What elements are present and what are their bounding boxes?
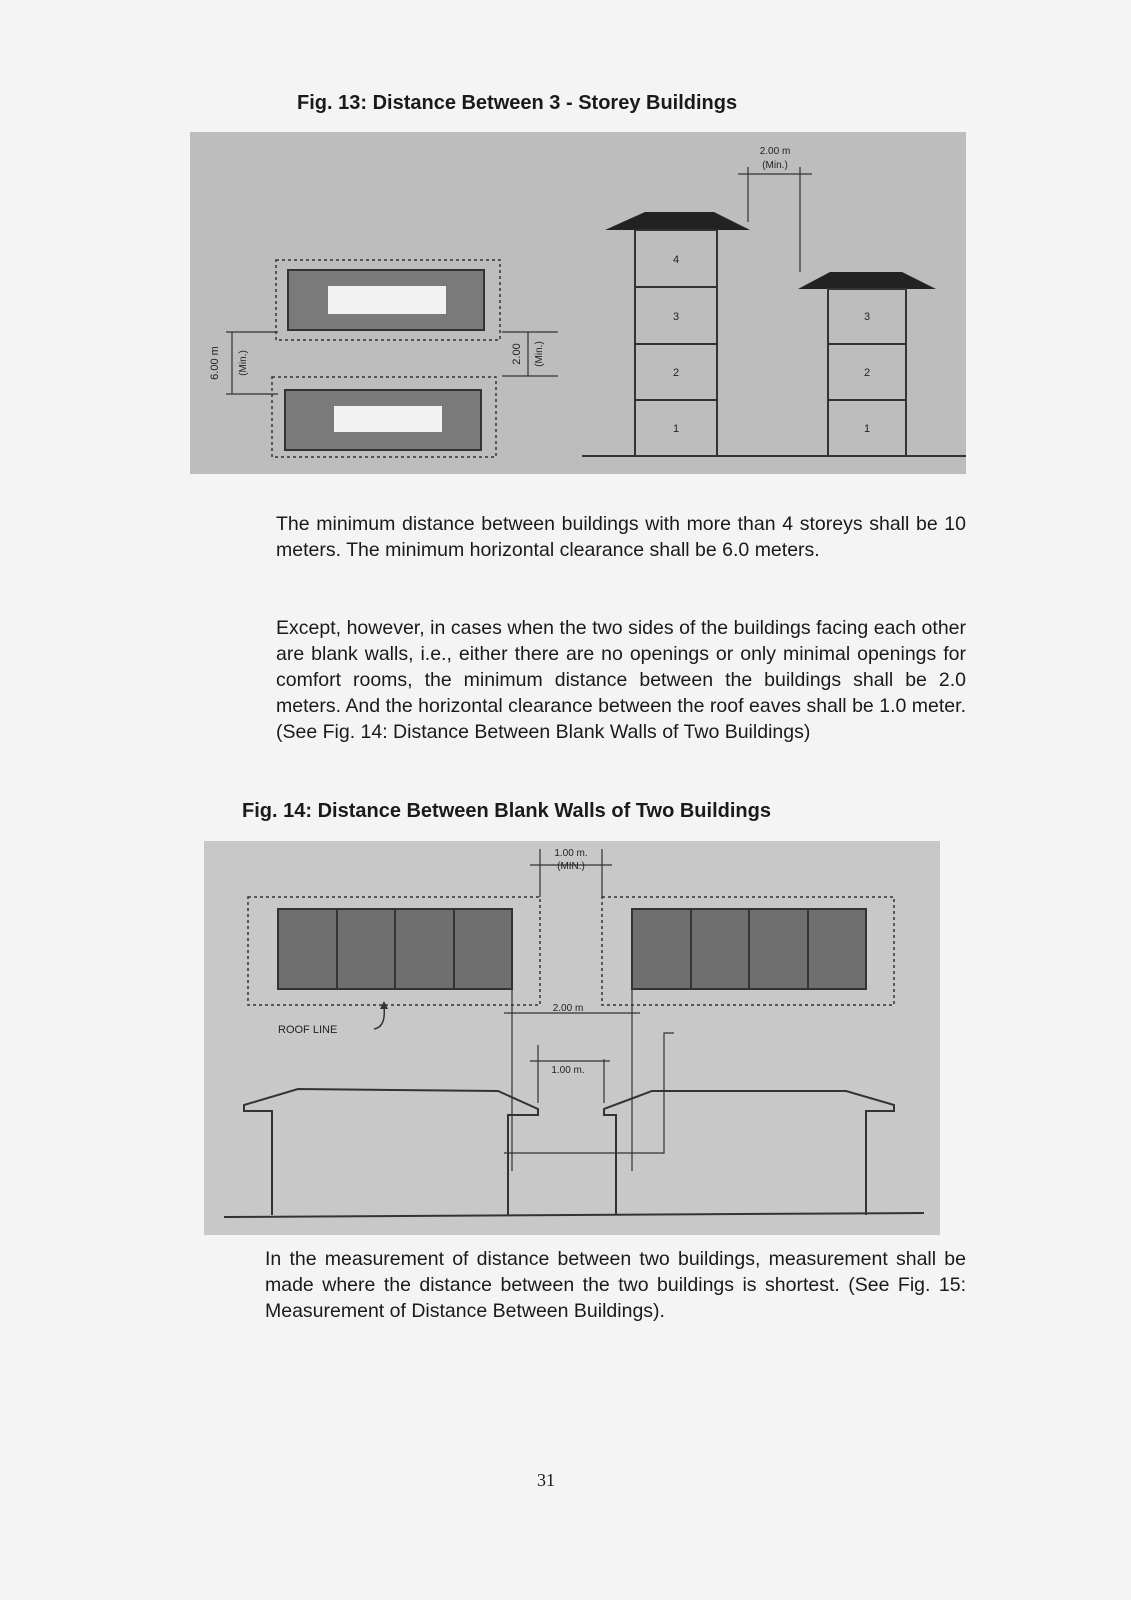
paragraph-3: In the measurement of distance between two buildings, measurement shall be made where the distance between the two buildings is shortest. (See Fig. 15: Measurement of Distance Between Buildings). [265, 1248, 966, 1322]
fig14-eave-dim-value: 1.00 m. [551, 1065, 585, 1076]
elevation-top-dim-min: (Min.) [762, 160, 788, 171]
short-floor-label: 3 [863, 311, 871, 323]
fig14-background [204, 841, 940, 1235]
elevation-top-dim-value: 2.00 m [759, 146, 791, 157]
plan-left-dim-min: (Min.) [238, 350, 249, 376]
short-floor-label: 2 [863, 367, 871, 379]
paragraph-2: Except, however, in cases when the two sides of the buildings facing each other are blank walls, i.e., either there are no openings or only minimal openings for comfort rooms, the minimum distance between the buildings shall be 2.0 meters. And the horizontal clearance between the roof eaves shall be 1.0 meter. (See Fig. 14: Distance Between Blank Walls of Two Buildings) [276, 617, 966, 743]
fig14-title: Fig. 14: Distance Between Blank Walls of Two Buildings [242, 800, 771, 822]
fig13-diagram [190, 132, 966, 474]
fig14-top-dim-min: (MIN.) [557, 861, 585, 872]
short-floor-label: 1 [863, 423, 871, 435]
plan-bottom-court [334, 406, 442, 432]
tall-floor-label: 3 [672, 311, 680, 323]
tall-floor-label: 1 [672, 423, 680, 435]
paragraph-1: The minimum distance between buildings with more than 4 storeys shall be 10 meters. The minimum horizontal clearance shall be 6.0 meters. [276, 513, 966, 561]
plan-left-dim-value: 6.00 m [209, 346, 221, 380]
roof-line-label: ROOF LINE [278, 1024, 338, 1036]
tall-floor-label: 4 [672, 254, 680, 266]
plan-top-court [328, 286, 446, 314]
fig14-diagram [204, 841, 940, 1235]
plan-right-dim-min: (Min.) [534, 341, 545, 367]
page-number: 31 [537, 1470, 555, 1490]
tall-floor-label: 2 [672, 367, 680, 379]
fig14-top-dim-value: 1.00 m. [554, 848, 588, 859]
fig13-title: Fig. 13: Distance Between 3 - Storey Buildings [297, 92, 738, 114]
plan-right-dim-value: 2.00 [511, 343, 523, 365]
fig14-mid-dim-value: 2.00 m [552, 1003, 584, 1014]
